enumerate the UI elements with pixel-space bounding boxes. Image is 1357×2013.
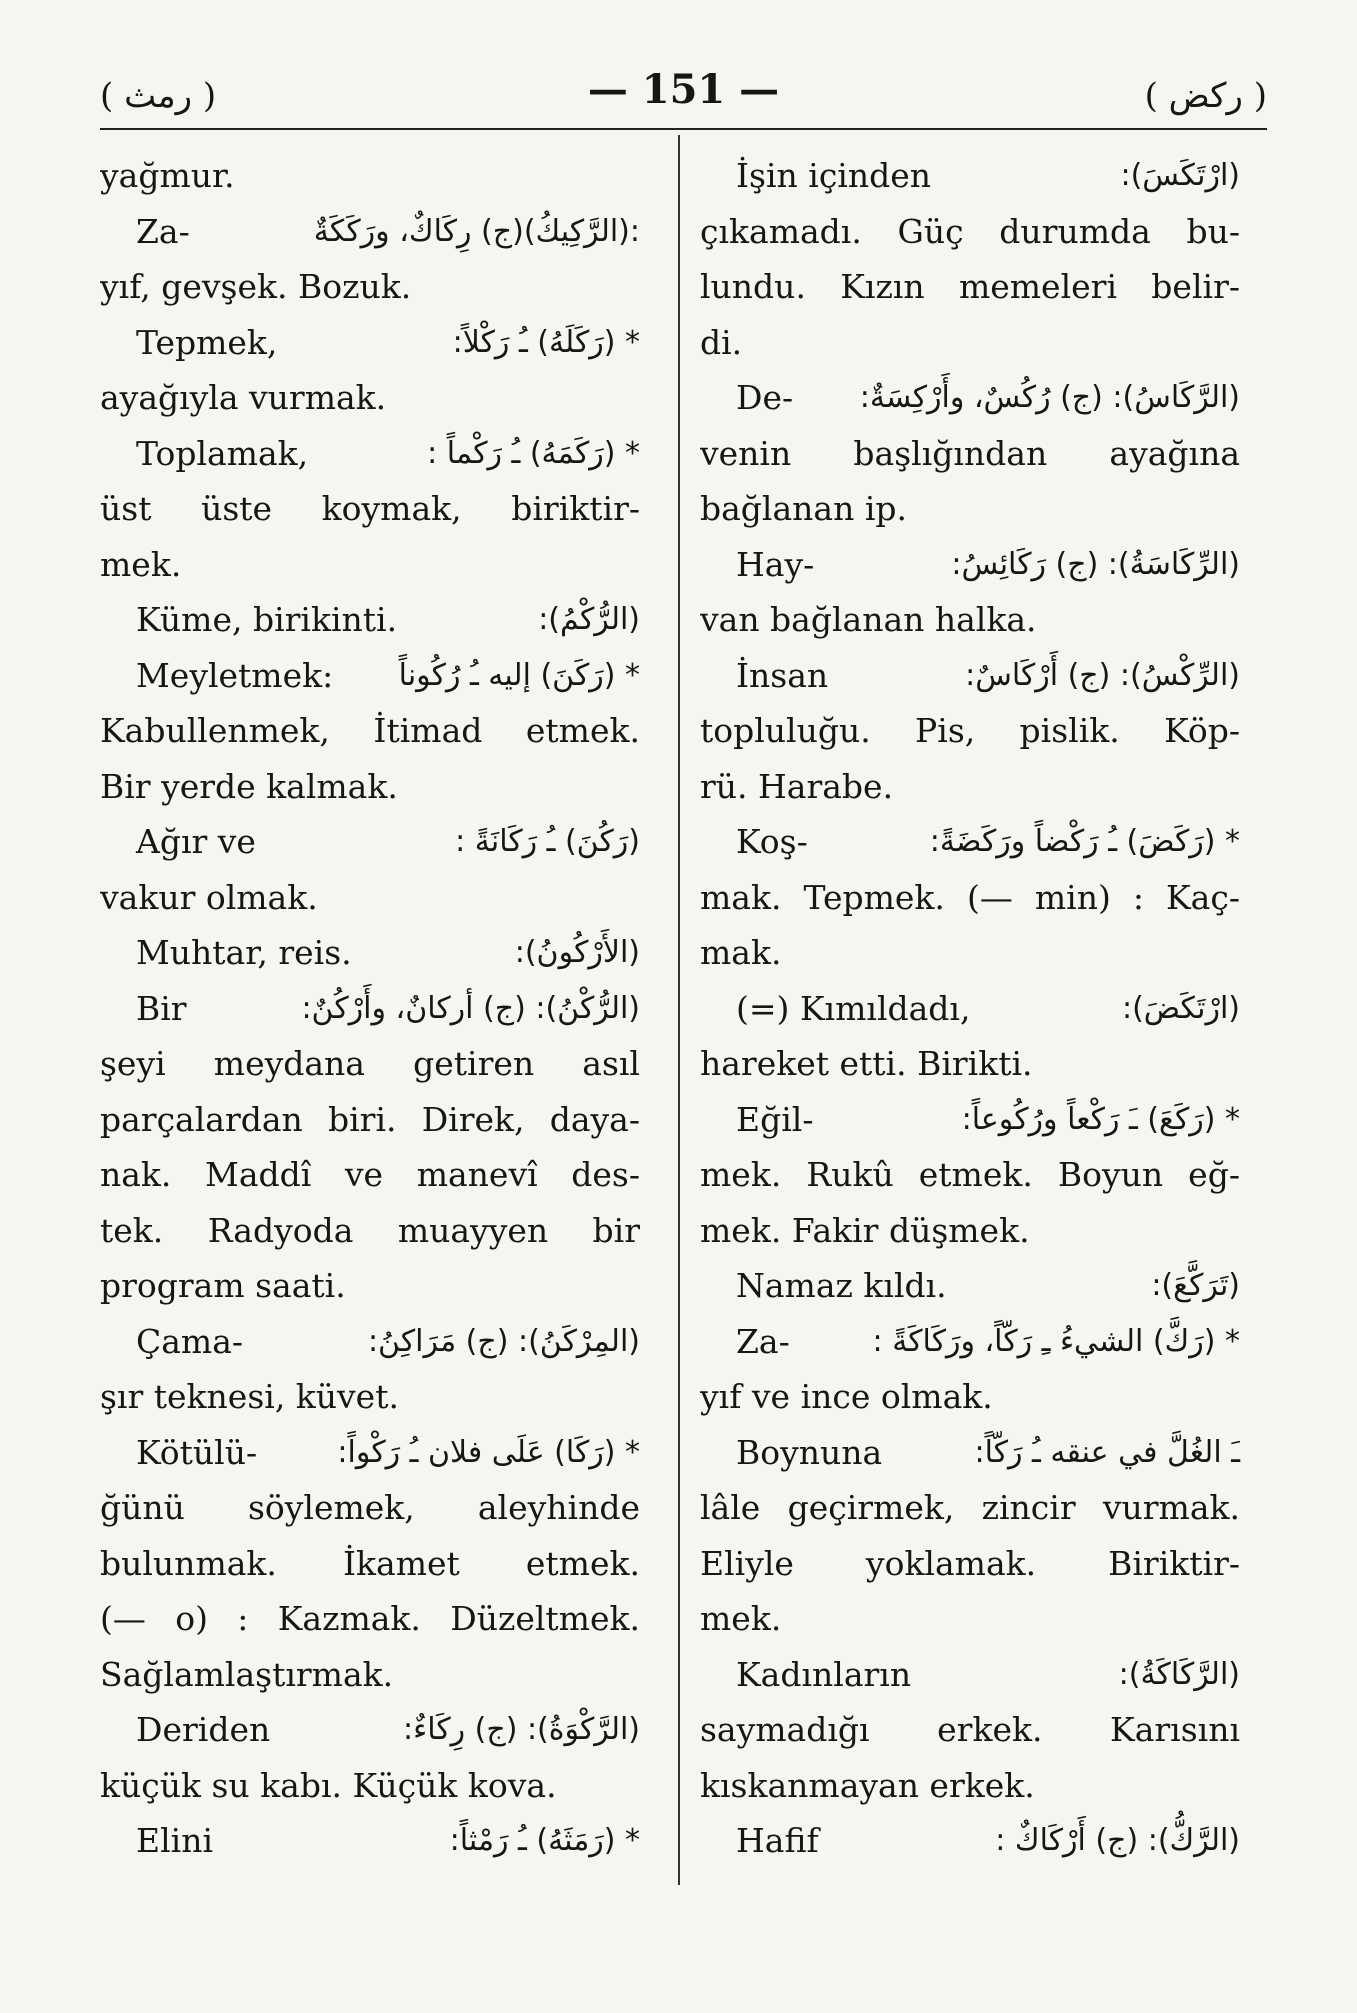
column-divider xyxy=(678,135,680,1885)
right-column xyxy=(700,148,1240,1869)
entry-line xyxy=(700,537,1240,593)
arabic-headword: * (رَكَنَ) إليه ـُ رُكُوناً xyxy=(398,657,640,693)
entry-line xyxy=(700,1647,1240,1703)
text-line: çıkamadı. Güç durumda bu- xyxy=(700,211,1240,251)
text-line: ayağıyla vurmak. xyxy=(100,378,387,417)
definition-start: (=) Kımıldadı, xyxy=(736,988,971,1028)
definition-start: Bir xyxy=(136,988,187,1028)
definition-start: Toplamak, xyxy=(136,433,309,473)
definition-start: Ağır ve xyxy=(136,822,256,861)
definition-start: Za- xyxy=(736,1321,790,1361)
text-line: Kabullenmek, İtimad etmek. xyxy=(100,711,640,750)
text-line: şır teknesi, küvet. xyxy=(100,1377,399,1416)
text-line: Bir yerde kalmak. xyxy=(100,766,398,806)
page-number: — 151 — xyxy=(587,66,780,113)
arabic-headword: * (رَكَّ) الشيءُ ـِ رَكّاً، ورَكَاكَةً : xyxy=(872,1323,1240,1359)
definition-start: Küme, birikinti. xyxy=(136,600,398,639)
page-header xyxy=(100,58,1267,128)
text-line: yıf, gevşek. Bozuk. xyxy=(100,267,412,306)
arabic-headword: (الرَّكْوَةُ): (ج) رِكَاءٌ: xyxy=(402,1712,640,1747)
text-line: rü. Harabe. xyxy=(700,766,894,806)
arabic-headword: (الرِّكْسُ): (ج) أَرْكَاسٌ: xyxy=(965,657,1240,693)
text-line: hareket etti. Birikti. xyxy=(700,1044,1033,1083)
definition-start: Hafif xyxy=(736,1821,819,1860)
text-line: yağmur. xyxy=(100,156,235,195)
arabic-headword: * (رَكَلَهُ) ـُ رَكْلاً: xyxy=(452,324,640,360)
text-line: topluluğu. Pis, pislik. Köp- xyxy=(700,711,1240,750)
entry-line xyxy=(700,370,1240,426)
text-line: mak. xyxy=(700,933,782,972)
text-line: tek. Radyoda muayyen bir xyxy=(100,1210,640,1250)
definition-start: Çama- xyxy=(136,1321,244,1361)
arabic-headword: :(الرَّكِيكُ)(ج) رِكَاكٌ، ورَكَكَةٌ xyxy=(313,213,640,249)
definition-start: Tepmek, xyxy=(136,322,278,362)
text-line: kıskanmayan erkek. xyxy=(700,1765,1035,1805)
text-line: bulunmak. İkamet etmek. xyxy=(100,1543,640,1583)
arabic-headword: (ارْتَكَسَ): xyxy=(1120,158,1240,193)
entry-line xyxy=(700,1425,1240,1481)
definition-start: Boynuna xyxy=(736,1432,883,1472)
text-line: venin başlığından ayağına xyxy=(700,433,1240,473)
text-line: nak. Maddî ve manevî des- xyxy=(100,1155,640,1194)
text-line: mak. Tepmek. (— min) : Kaç- xyxy=(700,877,1240,917)
text-line: di. xyxy=(700,322,743,362)
text-line: üst üste koymak, biriktir- xyxy=(100,489,640,528)
entry-line xyxy=(100,1425,640,1481)
entry-line xyxy=(700,648,1240,704)
entry-line xyxy=(700,148,1240,204)
arabic-headword: (الرُّكْمُ): xyxy=(538,602,640,637)
entry-line xyxy=(700,814,1240,870)
definition-start: İnsan xyxy=(736,655,829,695)
arabic-headword: (الرَّكَاكَةُ): xyxy=(1118,1656,1240,1692)
entry-line xyxy=(700,1813,1240,1869)
arabic-headword: * (رَكَا) عَلَى فلان ـُ رَكْواً: xyxy=(337,1434,640,1470)
arabic-headword: (الرُّكْنُ): (ج) أركانٌ، وأَرْكُنٌ: xyxy=(301,990,640,1026)
text-line: Sağlamlaştırmak. xyxy=(100,1654,394,1694)
header-right-keyword: ( ركض ) xyxy=(1144,76,1267,116)
arabic-headword: (تَرَكَّعَ): xyxy=(1151,1268,1240,1303)
text-line: vakur olmak. xyxy=(100,877,318,917)
text-line: küçük su kabı. Küçük kova. xyxy=(100,1765,557,1805)
definition-start: Elini xyxy=(136,1821,214,1860)
arabic-headword: * (رَكَعَ) ـَ رَكْعاً ورُكُوعاً: xyxy=(961,1101,1240,1137)
text-line: program saati. xyxy=(100,1266,346,1305)
text-line: bağlanan ip. xyxy=(700,489,907,528)
text-line: lâle geçirmek, zincir vurmak. xyxy=(700,1488,1240,1527)
entry-line xyxy=(100,204,640,260)
text-line: mek. xyxy=(100,544,182,584)
entry-line xyxy=(100,592,640,648)
definition-start: Koş- xyxy=(736,822,808,861)
arabic-headword: (الأَرْكُونُ): xyxy=(514,935,640,970)
text-line: mek. Rukû etmek. Boyun eğ- xyxy=(700,1155,1240,1194)
arabic-headword: (ارْتَكَضَ): xyxy=(1121,990,1240,1026)
definition-start: Kötülü- xyxy=(136,1432,258,1472)
arabic-headword: (رَكُنَ) ـُ رَكَانَةً : xyxy=(455,824,640,859)
definition-start: Namaz kıldı. xyxy=(736,1266,947,1305)
entry-line xyxy=(100,925,640,981)
arabic-headword: (المِرْكَنُ): (ج) مَرَاكِنُ: xyxy=(367,1323,640,1359)
definition-start: Meyletmek: xyxy=(136,655,334,695)
arabic-headword: * (رَمَثَهُ) ـُ رَمْثاً: xyxy=(449,1823,640,1858)
entry-line xyxy=(100,981,640,1037)
header-rule xyxy=(100,128,1267,130)
text-line: yıf ve ince olmak. xyxy=(700,1377,993,1416)
text-line: lundu. Kızın memeleri belir- xyxy=(700,267,1240,306)
definition-start: İşin içinden xyxy=(736,156,932,195)
entry-line xyxy=(700,981,1240,1037)
entry-line xyxy=(700,1258,1240,1314)
text-line: şeyi meydana getiren asıl xyxy=(100,1044,640,1083)
definition-start: Hay- xyxy=(736,544,815,584)
entry-line xyxy=(100,648,640,704)
arabic-headword: (الرَّكَاسُ): (ج) رُكُسٌ، وأَرْكِسَةٌ: xyxy=(859,380,1240,415)
definition-start: Muhtar, reis. xyxy=(136,933,352,972)
text-line: saymadığı erkek. Karısını xyxy=(700,1710,1240,1749)
arabic-headword: (الرَّكُّ): (ج) أَرْكَاكٌ : xyxy=(995,1823,1240,1858)
entry-line xyxy=(100,1702,640,1758)
text-line: parçalardan biri. Direk, daya- xyxy=(100,1099,640,1139)
definition-start: Deriden xyxy=(136,1710,271,1749)
text-line: (— o) : Kazmak. Düzeltmek. xyxy=(100,1599,640,1638)
text-line: mek. xyxy=(700,1599,782,1638)
header-left-keyword: ( رمث ) xyxy=(100,76,217,116)
definition-start: Eğil- xyxy=(736,1099,814,1139)
entry-line xyxy=(100,1813,640,1869)
text-line: ğünü söylemek, aleyhinde xyxy=(100,1488,640,1527)
left-column xyxy=(100,148,640,1869)
text-line: Eliyle yoklamak. Biriktir- xyxy=(700,1543,1240,1583)
arabic-headword: ـَ الغُلَّ في عنقه ـُ رَكّاً: xyxy=(974,1434,1240,1470)
entry-line xyxy=(700,1314,1240,1370)
definition-start: Kadınların xyxy=(736,1654,912,1694)
arabic-headword: * (رَكَضَ) ـُ رَكْضاً ورَكَضَةً: xyxy=(929,824,1240,859)
entry-line xyxy=(100,1314,640,1370)
definition-start: Za- xyxy=(136,211,190,251)
text-line: mek. Fakir düşmek. xyxy=(700,1210,1030,1250)
definition-start: De- xyxy=(736,378,794,417)
entry-line xyxy=(100,426,640,482)
arabic-headword: (الرِّكَاسَةُ): (ج) رَكَائِسُ: xyxy=(951,546,1240,582)
arabic-headword: * (رَكَمَهُ) ـُ رَكْماً : xyxy=(427,435,640,471)
entry-line xyxy=(100,814,640,870)
text-line: van bağlanan halka. xyxy=(700,600,1037,639)
entry-line xyxy=(700,1092,1240,1148)
entry-line xyxy=(100,315,640,371)
